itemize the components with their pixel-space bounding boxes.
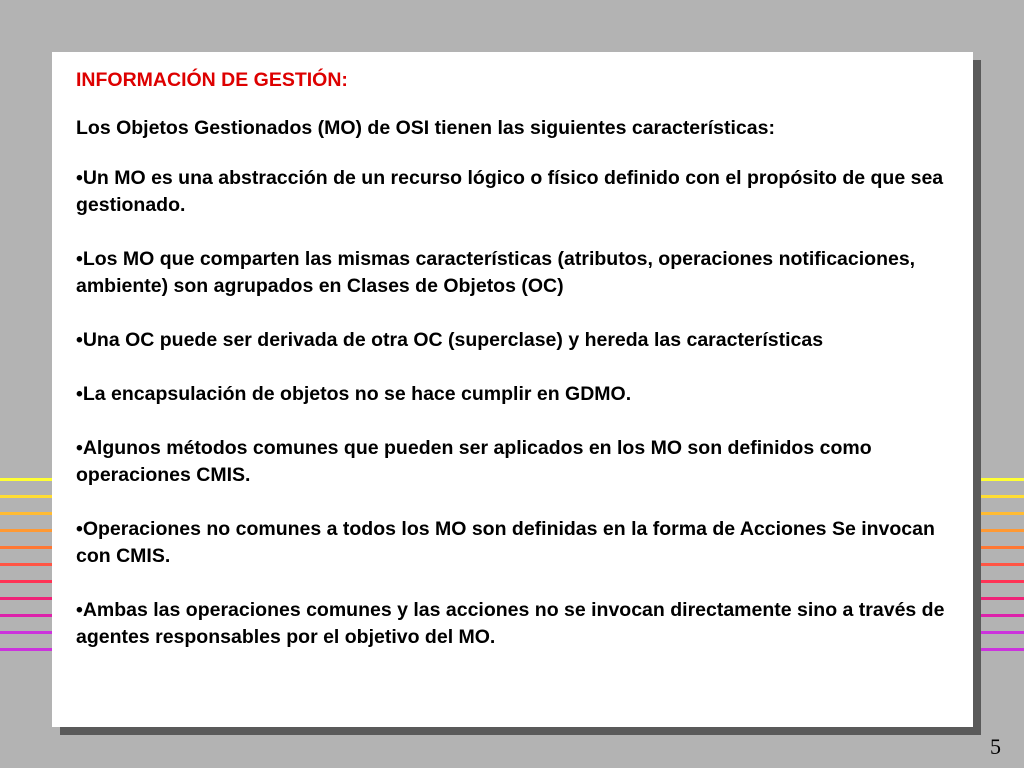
stripe-left-10 — [0, 631, 52, 634]
slide-intro: Los Objetos Gestionados (MO) de OSI tienen las siguientes características: — [76, 117, 775, 139]
stripe-left-9 — [0, 614, 52, 617]
bullet-item: •Un MO es una abstracción de un recurso lógico o físico definido con el propósito de que sea gestionado. — [76, 167, 944, 216]
stripe-left-11 — [0, 648, 52, 651]
bullet-item: •La encapsulación de objetos no se hace cumplir en GDMO. — [76, 383, 632, 405]
stripe-left-3 — [0, 512, 52, 515]
stripe-left-1 — [0, 478, 52, 481]
bullet-item: •Una OC puede ser derivada de otra OC (superclase) y hereda las características — [76, 329, 824, 351]
stripe-left-4 — [0, 529, 52, 532]
stripe-left-2 — [0, 495, 52, 498]
bullet-item: •Operaciones no comunes a todos los MO son definidas en la forma de Acciones Se invocan con CMIS. — [76, 518, 935, 567]
stripe-left-7 — [0, 580, 52, 583]
slide-title: INFORMACIÓN DE GESTIÓN: — [76, 69, 348, 91]
stripe-left-6 — [0, 563, 52, 566]
content-card — [52, 52, 973, 727]
bullet-item: •Los MO que comparten las mismas características (atributos, operaciones notificaciones, ambiente) son agrupados en Clases de Objetos (OC) — [76, 248, 916, 297]
page-number: 5 — [990, 734, 1001, 759]
bullet-item: •Algunos métodos comunes que pueden ser aplicados en los MO son definidos como operaciones CMIS. — [76, 437, 872, 486]
bullet-item: •Ambas las operaciones comunes y las acciones no se invocan directamente sino a través de agentes responsables por el objetivo del MO. — [76, 599, 945, 648]
stripe-left-8 — [0, 597, 52, 600]
bullet-list — [76, 165, 965, 651]
stripe-left-5 — [0, 546, 52, 549]
